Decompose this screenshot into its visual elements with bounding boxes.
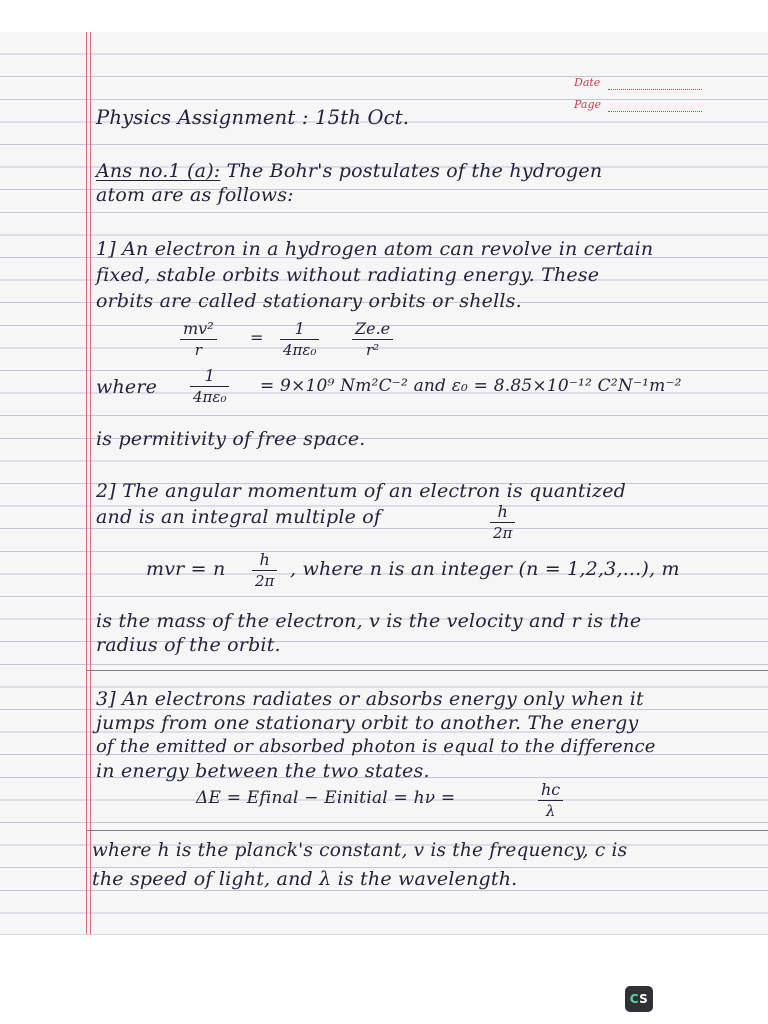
frac-denominator: λ xyxy=(545,802,556,821)
permittivity-line: is permitivity of free space. xyxy=(96,428,366,450)
frac-numerator: h xyxy=(497,502,508,521)
fraction-coulomb-constant xyxy=(280,319,319,359)
logo-letter-s: S xyxy=(639,992,649,1006)
fraction-h-over-2pi xyxy=(252,550,277,590)
frac-denominator: 2π xyxy=(493,524,513,543)
notebook-page xyxy=(0,32,768,934)
angular-momentum-eq-suffix: , where n is an integer (n = 1,2,3,...), m xyxy=(290,558,680,580)
page-label: Page xyxy=(574,98,602,111)
intro-line-1-text: The Bohr's postulates of the hydrogen xyxy=(226,160,603,182)
frac-numerator: hc xyxy=(541,780,561,799)
frac-numerator: h xyxy=(259,550,270,569)
fraction-mv2-over-r xyxy=(180,319,217,359)
energy-equation: ΔE = Efinal − Einitial = hν = xyxy=(196,788,456,808)
angular-momentum-eq-prefix: mvr = n xyxy=(146,558,226,580)
postulate-3-line-4: in energy between the two states. xyxy=(96,760,430,782)
section-divider xyxy=(86,830,768,831)
postulate-1-line-3: orbits are called stationary orbits or shells. xyxy=(96,290,522,312)
section-divider xyxy=(86,670,768,671)
fraction-h-over-2pi xyxy=(490,502,515,542)
frac-numerator: 1 xyxy=(294,319,305,338)
fraction-ze2-over-r2 xyxy=(352,319,393,359)
intro-line-1 xyxy=(96,160,602,182)
margin-line xyxy=(90,32,91,934)
where-label: where xyxy=(96,376,158,398)
frac-denominator: r xyxy=(194,341,202,360)
page-title: Physics Assignment : 15th Oct. xyxy=(96,106,410,129)
postulate-3-line-6: the speed of light, and λ is the wavelength. xyxy=(92,868,518,890)
intro-line-2: atom are as follows: xyxy=(96,184,294,206)
postulate-3-line-1: 3] An electrons radiates or absorbs energy only when it xyxy=(96,688,644,710)
postulate-2-line-4: radius of the orbit. xyxy=(96,634,281,656)
frac-numerator: Ze.e xyxy=(355,319,391,338)
frac-denominator: r² xyxy=(365,341,380,360)
frac-numerator: mv² xyxy=(183,319,214,338)
date-field-line xyxy=(608,88,702,90)
permittivity-values: = 9×10⁹ Nm²C⁻² and ε₀ = 8.85×10⁻¹² C²N⁻¹m⁻² xyxy=(260,376,682,396)
answer-label: Ans no.1 (a): xyxy=(96,160,221,182)
margin-line xyxy=(86,32,87,934)
logo-letter-c: C xyxy=(629,992,640,1006)
postulate-3-line-2: jumps from one stationary orbit to another. The energy xyxy=(96,712,639,734)
frac-numerator: 1 xyxy=(204,366,215,385)
postulate-1-line-1: 1] An electron in a hydrogen atom can revolve in certain xyxy=(96,238,654,260)
page-field-line xyxy=(608,110,702,112)
postulate-2-line-2: and is an integral multiple of xyxy=(96,506,382,528)
equals-sign: = xyxy=(250,328,264,347)
frac-denominator: 2π xyxy=(255,572,275,591)
fraction-one-over-4pi-eps0 xyxy=(190,366,229,406)
postulate-2-line-3: is the mass of the electron, v is the velocity and r is the xyxy=(96,610,642,632)
postulate-2-line-1: 2] The angular momentum of an electron is quantized xyxy=(96,480,627,502)
fraction-hc-over-lambda xyxy=(538,780,563,820)
postulate-1-line-2: fixed, stable orbits without radiating energy. These xyxy=(96,264,600,286)
frac-denominator: 4πε₀ xyxy=(193,388,227,407)
postulate-3-line-5: where h is the planck's constant, v is the frequency, c is xyxy=(92,840,628,861)
date-label: Date xyxy=(574,76,601,89)
postulate-3-line-3: of the emitted or absorbed photon is equal to the difference xyxy=(96,736,656,757)
camscanner-logo xyxy=(625,986,653,1012)
frac-denominator: 4πε₀ xyxy=(283,341,317,360)
